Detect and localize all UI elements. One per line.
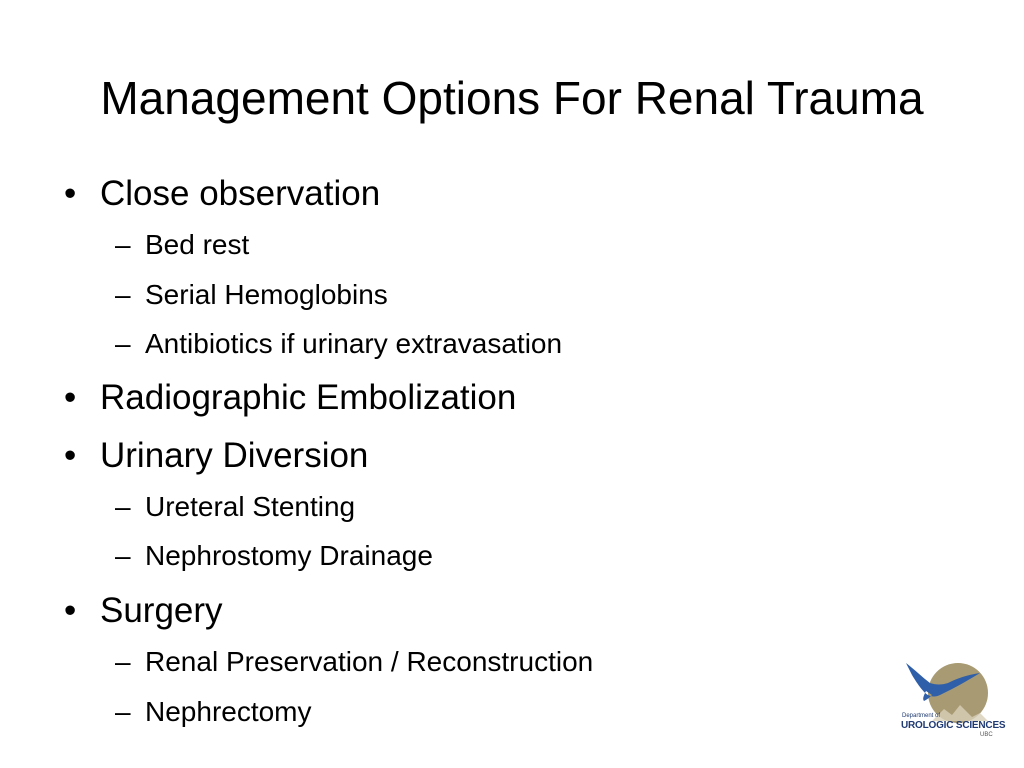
dash-icon: – — [115, 646, 131, 677]
list-item — [64, 378, 516, 418]
bullet-icon: • — [64, 378, 77, 417]
dash-icon: – — [115, 491, 131, 522]
dash-icon: – — [115, 328, 131, 359]
sub-list-item-text: Ureteral Stenting — [145, 491, 356, 522]
bullet-icon: • — [64, 174, 77, 213]
list-item — [64, 436, 368, 476]
dash-icon: – — [115, 696, 131, 727]
sub-list-item — [115, 540, 433, 572]
list-item-text: Close observation — [100, 174, 381, 213]
logo-ubc-text: UBC — [980, 732, 993, 738]
list-item — [64, 591, 223, 631]
sub-list-item-text: Bed rest — [145, 229, 250, 260]
sub-list-item-text: Renal Preservation / Reconstruction — [145, 646, 594, 677]
list-item — [64, 174, 380, 214]
bullet-icon: • — [64, 591, 77, 630]
dash-icon: – — [115, 540, 131, 571]
sub-list-item-text: Nephrectomy — [145, 696, 312, 727]
sub-list-item — [115, 646, 593, 678]
logo-title-text: UROLOGIC SCIENCES — [901, 720, 1006, 731]
sub-list-item — [115, 328, 562, 360]
list-item-text: Surgery — [100, 591, 223, 630]
sub-list-item — [115, 229, 249, 261]
bullet-icon: • — [64, 436, 77, 475]
slide-title: Management Options For Renal Trauma — [100, 72, 924, 124]
dash-icon: – — [115, 229, 131, 260]
logo-department-text: Department of — [902, 713, 941, 719]
sub-list-item-text: Serial Hemoglobins — [145, 279, 388, 310]
sub-list-item — [115, 491, 355, 523]
list-item-text: Urinary Diversion — [100, 436, 369, 475]
dash-icon: – — [115, 279, 131, 310]
list-item-text: Radiographic Embolization — [100, 378, 517, 417]
sub-list-item — [115, 696, 312, 728]
sub-list-item-text: Antibiotics if urinary extravasation — [145, 328, 563, 359]
sub-list-item-text: Nephrostomy Drainage — [145, 540, 433, 571]
sub-list-item — [115, 279, 388, 311]
